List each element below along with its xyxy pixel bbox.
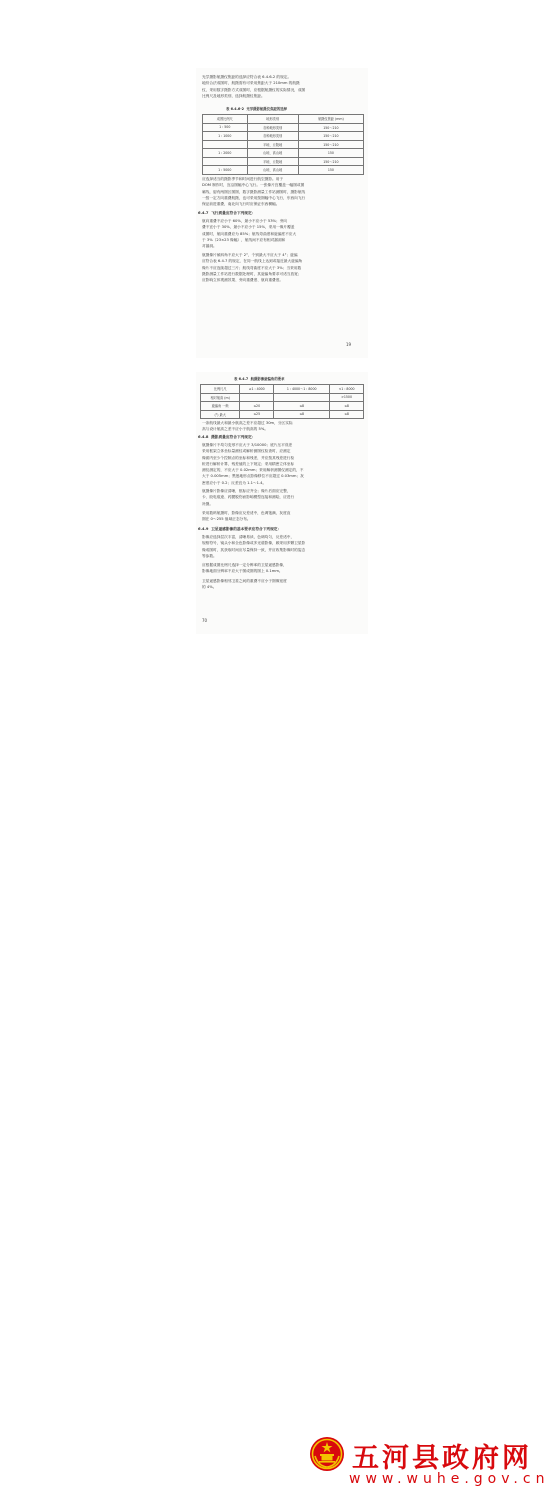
table-cell: ≤8 <box>330 410 364 419</box>
section-title-6-4-9: 6.4.9 卫星遥感影像的基本要求应符合下列规定： <box>198 527 282 531</box>
table-header-cell: 航摄仪焦距 (mm) <box>298 115 363 124</box>
table-row <box>201 410 364 419</box>
table-cell: 150 <box>298 149 363 158</box>
table-cell: 平地、丘陵地 <box>247 140 298 149</box>
site-title: 五河县政府网 <box>352 1443 532 1474</box>
table-row <box>201 402 364 411</box>
table-cell <box>203 140 248 149</box>
table-cell: ≤25 <box>240 410 274 419</box>
paragraph-deformation: 航摄像片不均匀变形不应大于 3/10000；底片压平误差 采用框架立体坐标量测仪或解析测图仪检查时，应测定 像面内至少个控制点的坐标和残差，并应按其残差进行检 析进行解析计算，残差值的上下规定；采用精密立体坐标 测仪测定的，不应大于 0.02mm；采用解析测图仪测定的，不 大于 0.005mm；黑莲地形点影像移位不应超过 0.03mm；灰 密度应小于 0.2；反差宜为 1.1～1.4。 <box>202 443 304 485</box>
table-header-cell: 成图比例尺 <box>203 115 248 124</box>
table-row <box>203 149 364 158</box>
table-header-row <box>203 115 364 124</box>
table-cell: 各种地形类别 <box>247 123 298 132</box>
table-cell: (°) 最大 <box>201 410 240 419</box>
table-title-focal-length: 表 6.4.6-2 光学摄影航摄仪焦距的选择 <box>226 107 288 111</box>
scanned-page-19 <box>196 68 368 358</box>
table-header-cell: <1 : 8000 <box>330 385 364 394</box>
table-row <box>203 157 364 166</box>
table-cell: 平地、丘陵地 <box>247 157 298 166</box>
table-row <box>203 166 364 175</box>
table-header-cell: 比例尺尺 <box>201 385 240 394</box>
table-cell: 1 : 500 <box>203 123 248 132</box>
paragraph-overlap: 航向重叠不应小于 60%，最小不应小于 53%；旁向 叠不宜小于 30%，最小不应小于 15%，采用一像片覆盖 成图时，航向重叠应为 85%；航线弯曲度和旋偏度不应大 于 3%（23×23 像幅），航线间不应有相对漏洞和 对漏洞。 <box>202 219 297 249</box>
table-cell <box>203 157 248 166</box>
section-title-6-4-8: 6.4.8 摄影质量应符合下列规定： <box>198 435 256 439</box>
table-cell: 山地、高山地 <box>247 149 298 158</box>
paragraph-digital-camera: 采用数码航摄时，影像应反差适中，色调饱满，灰度直 图在 0～255 值域正态分布。 <box>202 511 291 522</box>
paragraph-tilt-angle: 航摄像片倾斜角不应大于 2°，个别最大不应大于 4°；旋偏 应符合表 6.4.7 的规定，在同一航线上达到或接近最大旋偏角 像片不应连续超过三片；航线弯曲度不应大于 3%；当采用数 摄影测量工作站进行数据处理时，其旋偏角要求可适当放宽； 应影响立体观测效果、旁向重叠度、航向重叠度。 <box>202 253 303 283</box>
table-cell: 相对航高 (m) <box>201 393 240 402</box>
table-cell: 山地、高山地 <box>247 166 298 175</box>
scanned-page-70 <box>196 372 368 634</box>
table-cell: ≤20 <box>240 402 274 411</box>
table-cell: ≤8 <box>274 402 330 411</box>
site-watermark <box>0 712 560 1487</box>
paragraph-resolution: 应根据成图比例尺选择一定分辨率的卫星遥感影像， 影像地面分辨率不应大于图成图的图上 0.1mm。 <box>202 563 287 574</box>
table-header-cell: ≥1 : 4000 <box>240 385 274 394</box>
national-emblem-icon <box>309 1436 345 1472</box>
table-title-rotation: 表 6.4.7 航摄影像旋偏角的要求 <box>234 377 285 381</box>
page-number: 70 <box>202 618 208 623</box>
table-row <box>203 140 364 149</box>
table-cell: 150～210 <box>298 140 363 149</box>
paragraph-overlap-width: 卫星遥感影像相邻卫星之间的重叠不应小于图像宽度 的 4%。 <box>202 579 287 590</box>
paragraph-lens-selection: 光学摄影航摄仪焦距的选择应符合表 6.4.6-2 的规定。 地综合法成图时，航摄需有可采用焦距大于 210mm 的航摄 仪，采用数字摄影方式成图时，应根据航摄仪的实际情况，成图 比例尺及地形类别，选择航摄仪焦距。 <box>202 75 306 98</box>
table-header-row <box>201 385 364 394</box>
table-cell: 150～210 <box>298 132 363 141</box>
section-title-6-4-7: 6.4.7 飞行质量应符合下列规定： <box>198 211 256 215</box>
table-header-cell: 1 : 4000～1 : 8000 <box>274 385 330 394</box>
table-cell: ≤8 <box>330 402 364 411</box>
site-url: www.wuhe.gov.cn <box>349 1471 550 1487</box>
paragraph-satellite-selection: 影像应选择层次丰富，清晰易读，色调均匀，反差适中， 规格符号，镜头小和全色影像或多光谱影像，顾采用多颗卫星影 像成图时，其获取时间应尽量保持一致，并应收集影像时的姿态 等参数。 <box>202 535 306 558</box>
table-cell: 150 <box>298 166 363 175</box>
paragraph-photography-season: 应选择适当的摄影季节和时间进行航空摄影。用于 DOM 制作时，宜沿图幅中心飞行。一张像片宜覆盖一幅图或图 廓线，厨有两图区图图，数字摄影测量工作站测图时，摄影航线 一按一定方向重叠航摄，也可采用按图幅中心飞行，东西向飞行 保证前进重叠，南北向飞行时应保证东西横幅。 <box>202 177 306 207</box>
focal-length-table <box>202 114 364 175</box>
table-row <box>203 123 364 132</box>
page-number: 19 <box>346 342 352 347</box>
table-cell: 1 : 1000 <box>203 132 248 141</box>
table-cell: 150～210 <box>298 123 363 132</box>
table-cell: 旋偏角 一般 <box>201 402 240 411</box>
paragraph-flight-altitude: 一条航线最大和最小航高之差不应超过 30m，分区实际 高与设计航高之差不应小于航高的 5%。 <box>202 421 293 432</box>
table-cell <box>274 393 330 402</box>
table-row <box>203 132 364 141</box>
table-cell: 1 : 2000 <box>203 149 248 158</box>
table-cell: 1 : 5000 <box>203 166 248 175</box>
table-row <box>201 393 364 402</box>
table-cell <box>240 393 274 402</box>
table-cell: >1500 <box>330 393 364 402</box>
table-cell: 各种地形类别 <box>247 132 298 141</box>
paragraph-image-clarity: 航摄像片影像应清晰，框标应齐全；像片后面应完整， 卡、胶电痕迹、药膜脱伤而影响模型连接和测绘，应进行 补摄。 <box>202 489 295 506</box>
table-header-cell: 地形类别 <box>247 115 298 124</box>
table-cell: ≤8 <box>274 410 330 419</box>
table-cell: 150～210 <box>298 157 363 166</box>
rotation-angle-table <box>200 384 364 419</box>
